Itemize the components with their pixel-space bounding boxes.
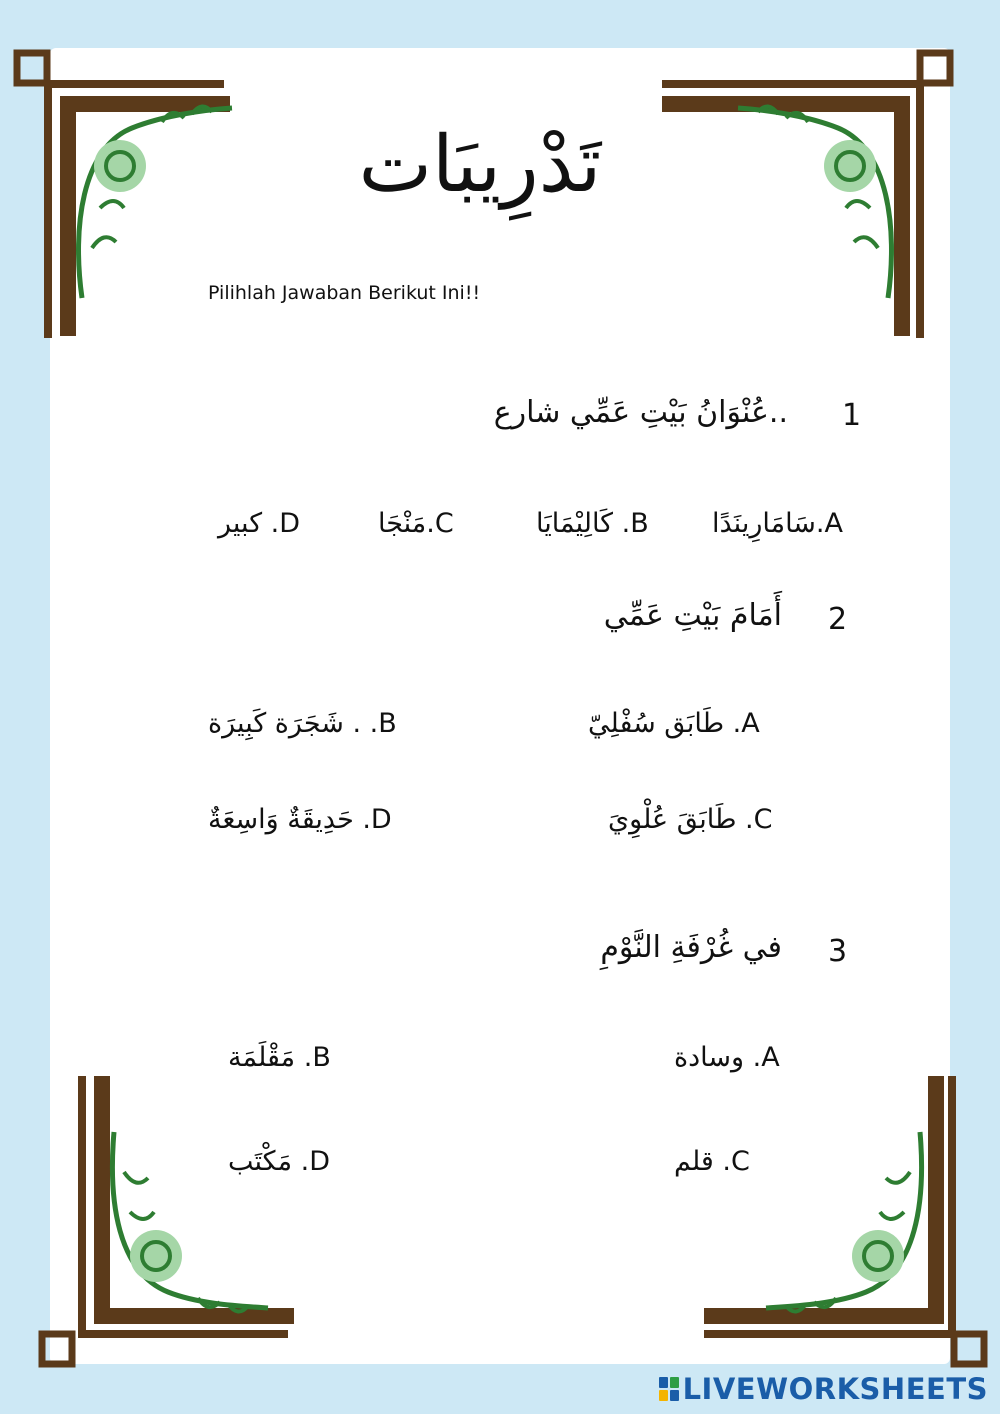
question-3-option-a[interactable]: وسادة .A xyxy=(674,1042,780,1073)
liveworksheets-logo-icon xyxy=(659,1377,679,1401)
ornament-corner-bottom-right xyxy=(700,1072,992,1372)
instruction-text: Pilihlah Jawaban Berikut Ini!! xyxy=(208,282,481,304)
question-3-option-b[interactable]: مَقْلَمَة .B xyxy=(228,1042,331,1073)
question-3-text: في غُرْفَةِ النَّوْمِ xyxy=(600,930,782,965)
brand-text: LIVEWORKSHEETS xyxy=(682,1372,988,1406)
ornament-corner-top-right xyxy=(658,48,958,348)
question-1-number: 1 xyxy=(842,398,862,433)
question-2-option-d[interactable]: حَدِيقَةٌ وَاسِعَةٌ .D xyxy=(208,804,392,835)
question-3-option-c[interactable]: قلم .C xyxy=(674,1146,750,1177)
question-1-option-b[interactable]: كَالِيْمَايَا .B xyxy=(536,508,649,539)
question-1-option-c[interactable]: مَنْجَا.C xyxy=(378,508,454,539)
question-1-text: ..عُنْوَانُ بَيْتِ عَمِّي شارع xyxy=(493,395,788,430)
ornament-corner-bottom-left xyxy=(38,1072,298,1372)
question-2-option-c[interactable]: طَابَقَ عُلْوِيَ .C xyxy=(608,804,773,835)
question-1-option-d[interactable]: كبير .D xyxy=(218,508,301,539)
liveworksheets-brand[interactable] xyxy=(659,1372,988,1406)
question-3-option-d[interactable]: مَكْتَب .D xyxy=(228,1146,331,1177)
question-3-number: 3 xyxy=(828,934,848,969)
question-2-text: أَمَامَ بَيْتِ عَمِّي xyxy=(603,598,782,633)
question-2-option-b[interactable]: شَجَرَة كَبِيرَة . .B xyxy=(208,708,397,739)
question-2-number: 2 xyxy=(828,602,848,637)
question-2-option-a[interactable]: طَابَق سُفْلِيّ .A xyxy=(588,708,760,739)
question-1-option-a[interactable]: سَامَارِينَدًا.A xyxy=(712,508,843,539)
worksheet-title: تَدْرِيبَات xyxy=(358,120,602,210)
